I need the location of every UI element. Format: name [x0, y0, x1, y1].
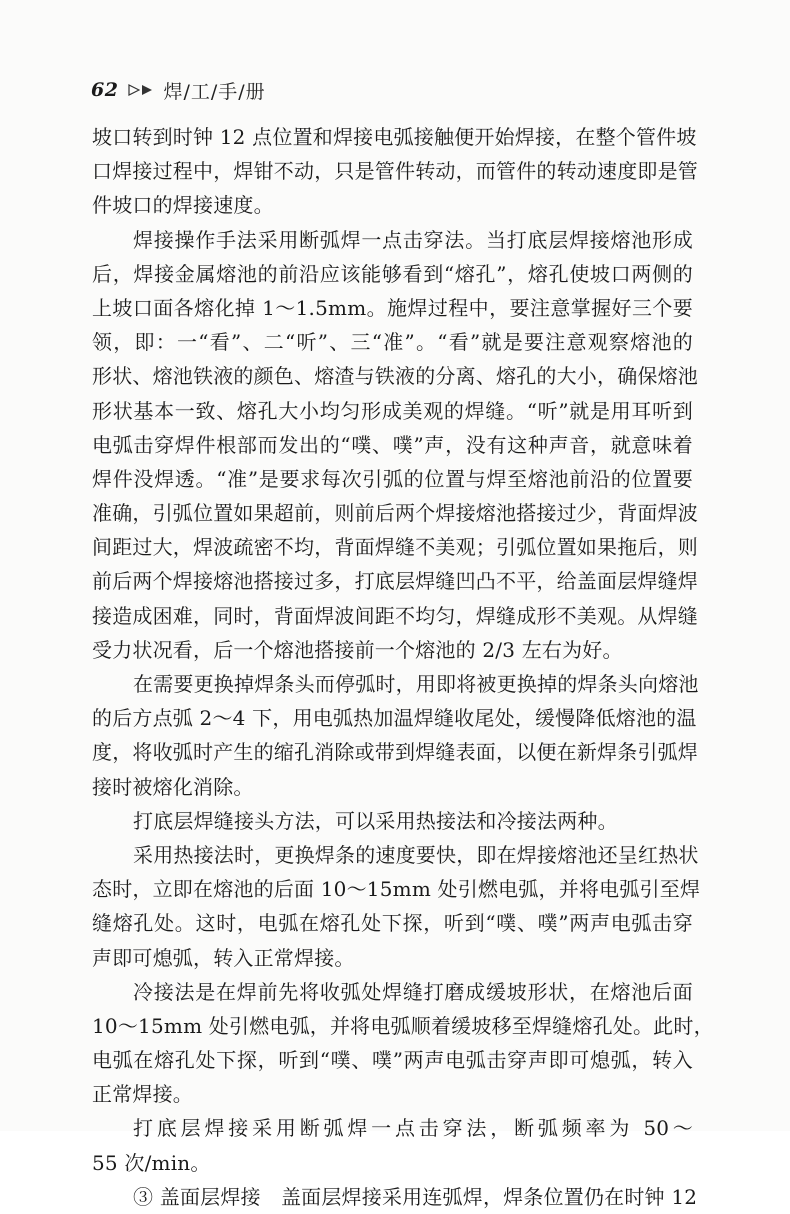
text-line: 口焊接过程中，焊钳不动，只是管件转动，而管件的转动速度即是管 — [92, 159, 698, 184]
text-line: 声即可熄弧，转入正常焊接。 — [92, 945, 355, 970]
text-line: 缝熔孔处。这时，电弧在熔孔处下探，听到“噗、噗”两声电弧击穿 — [92, 911, 693, 936]
text-line: 受力状况看，后一个熔池搭接前一个熔池的 2/3 左右为好。 — [92, 637, 623, 662]
text-line: 在需要更换掉焊条头而停弧时，用即将被更换掉的焊条头向熔池 — [133, 672, 699, 696]
text-line: 件坡口的焊接速度。 — [92, 193, 274, 218]
text-line: 坡口转到时钟 12 点位置和焊接电弧接触便开始焊接，在整个管件坡 — [92, 125, 697, 149]
page-header — [91, 76, 266, 104]
text-line: 正常焊接。 — [92, 1082, 193, 1107]
text-line: 打底层焊接采用断弧焊一点击穿法，断弧频率为 50～ — [133, 1116, 693, 1141]
text-line: 态时，立即在熔池的后面 10～15mm 处引燃电弧，并将电弧引至焊 — [92, 877, 701, 902]
text-line: ③ 盖面层焊接 盖面层焊接采用连弧焊，焊条位置仍在时钟 12 — [133, 1184, 698, 1209]
text-line: 打底层焊缝接头方法，可以采用热接法和冷接法两种。 — [133, 808, 618, 833]
text-line: 后，焊接金属熔池的前沿应该能够看到“熔孔”，熔孔使坡口两侧的 — [92, 261, 693, 286]
text-line: 领，即：一“看”、二“听”、三“准”。“看”就是要注意观察熔池的 — [92, 330, 693, 355]
text-line: 形状、熔池铁液的颜色、熔渣与铁液的分离、熔孔的大小，确保熔池 — [92, 364, 698, 389]
text-line: 的后方点弧 2～4 下，用电弧热加温焊缝收尾处，缓慢降低熔池的温 — [92, 706, 697, 731]
text-line: 55 次/min。 — [92, 1150, 211, 1175]
text-line: 准确，引弧位置如果超前，则前后两个焊接熔池搭接过少，背面焊波 — [92, 501, 698, 526]
text-line: 10～15mm 处引燃电弧，并将电弧顺着缓坡移至焊缝熔孔处。此时， — [92, 1013, 714, 1038]
text-line: 冷接法是在焊前先将收弧处焊缝打磨成缓坡形状，在熔池后面 — [133, 979, 693, 1004]
body-text — [92, 120, 714, 1214]
book-title: 焊/工/手/册 — [163, 80, 266, 103]
text-line: 接时被熔化消除。 — [92, 774, 254, 799]
text-line: 前后两个焊接熔池搭接过多，打底层焊缝凹凸不平，给盖面层焊缝焊 — [92, 569, 698, 594]
text-line: 间距过大，焊波疏密不均，背面焊缝不美观；引弧位置如果拖后，则 — [92, 535, 698, 560]
text-line: 形状基本一致、熔孔大小均匀形成美观的焊缝。“听”就是用耳听到 — [92, 398, 693, 423]
text-line: 采用热接法时，更换焊条的速度要快，即在焊接熔池还呈红热状 — [133, 842, 699, 867]
double-arrow-icon — [128, 84, 153, 96]
text-line: 电弧在熔孔处下探，听到“噗、噗”两声电弧击穿声即可熄弧，转入 — [92, 1048, 693, 1073]
text-line: 上坡口面各熔化掉 1～1.5mm。施焊过程中，要注意掌握好三个要 — [92, 295, 693, 320]
text-line: 焊接操作手法采用断弧焊一点击穿法。当打底层焊接熔池形成 — [133, 227, 693, 252]
text-line: 焊件没焊透。“准”是要求每次引弧的位置与焊至熔池前沿的位置要 — [92, 466, 693, 491]
text-line: 度，将收弧时产生的缩孔消除或带到焊缝表面，以便在新焊条引弧焊 — [92, 740, 698, 765]
page-number: 62 — [91, 79, 119, 101]
text-line: 电弧击穿焊件根部而发出的“噗、噗”声，没有这种声音，就意味着 — [92, 432, 693, 457]
text-line: 接造成困难，同时，背面焊波间距不均匀，焊缝成形不美观。从焊缝 — [92, 603, 698, 628]
